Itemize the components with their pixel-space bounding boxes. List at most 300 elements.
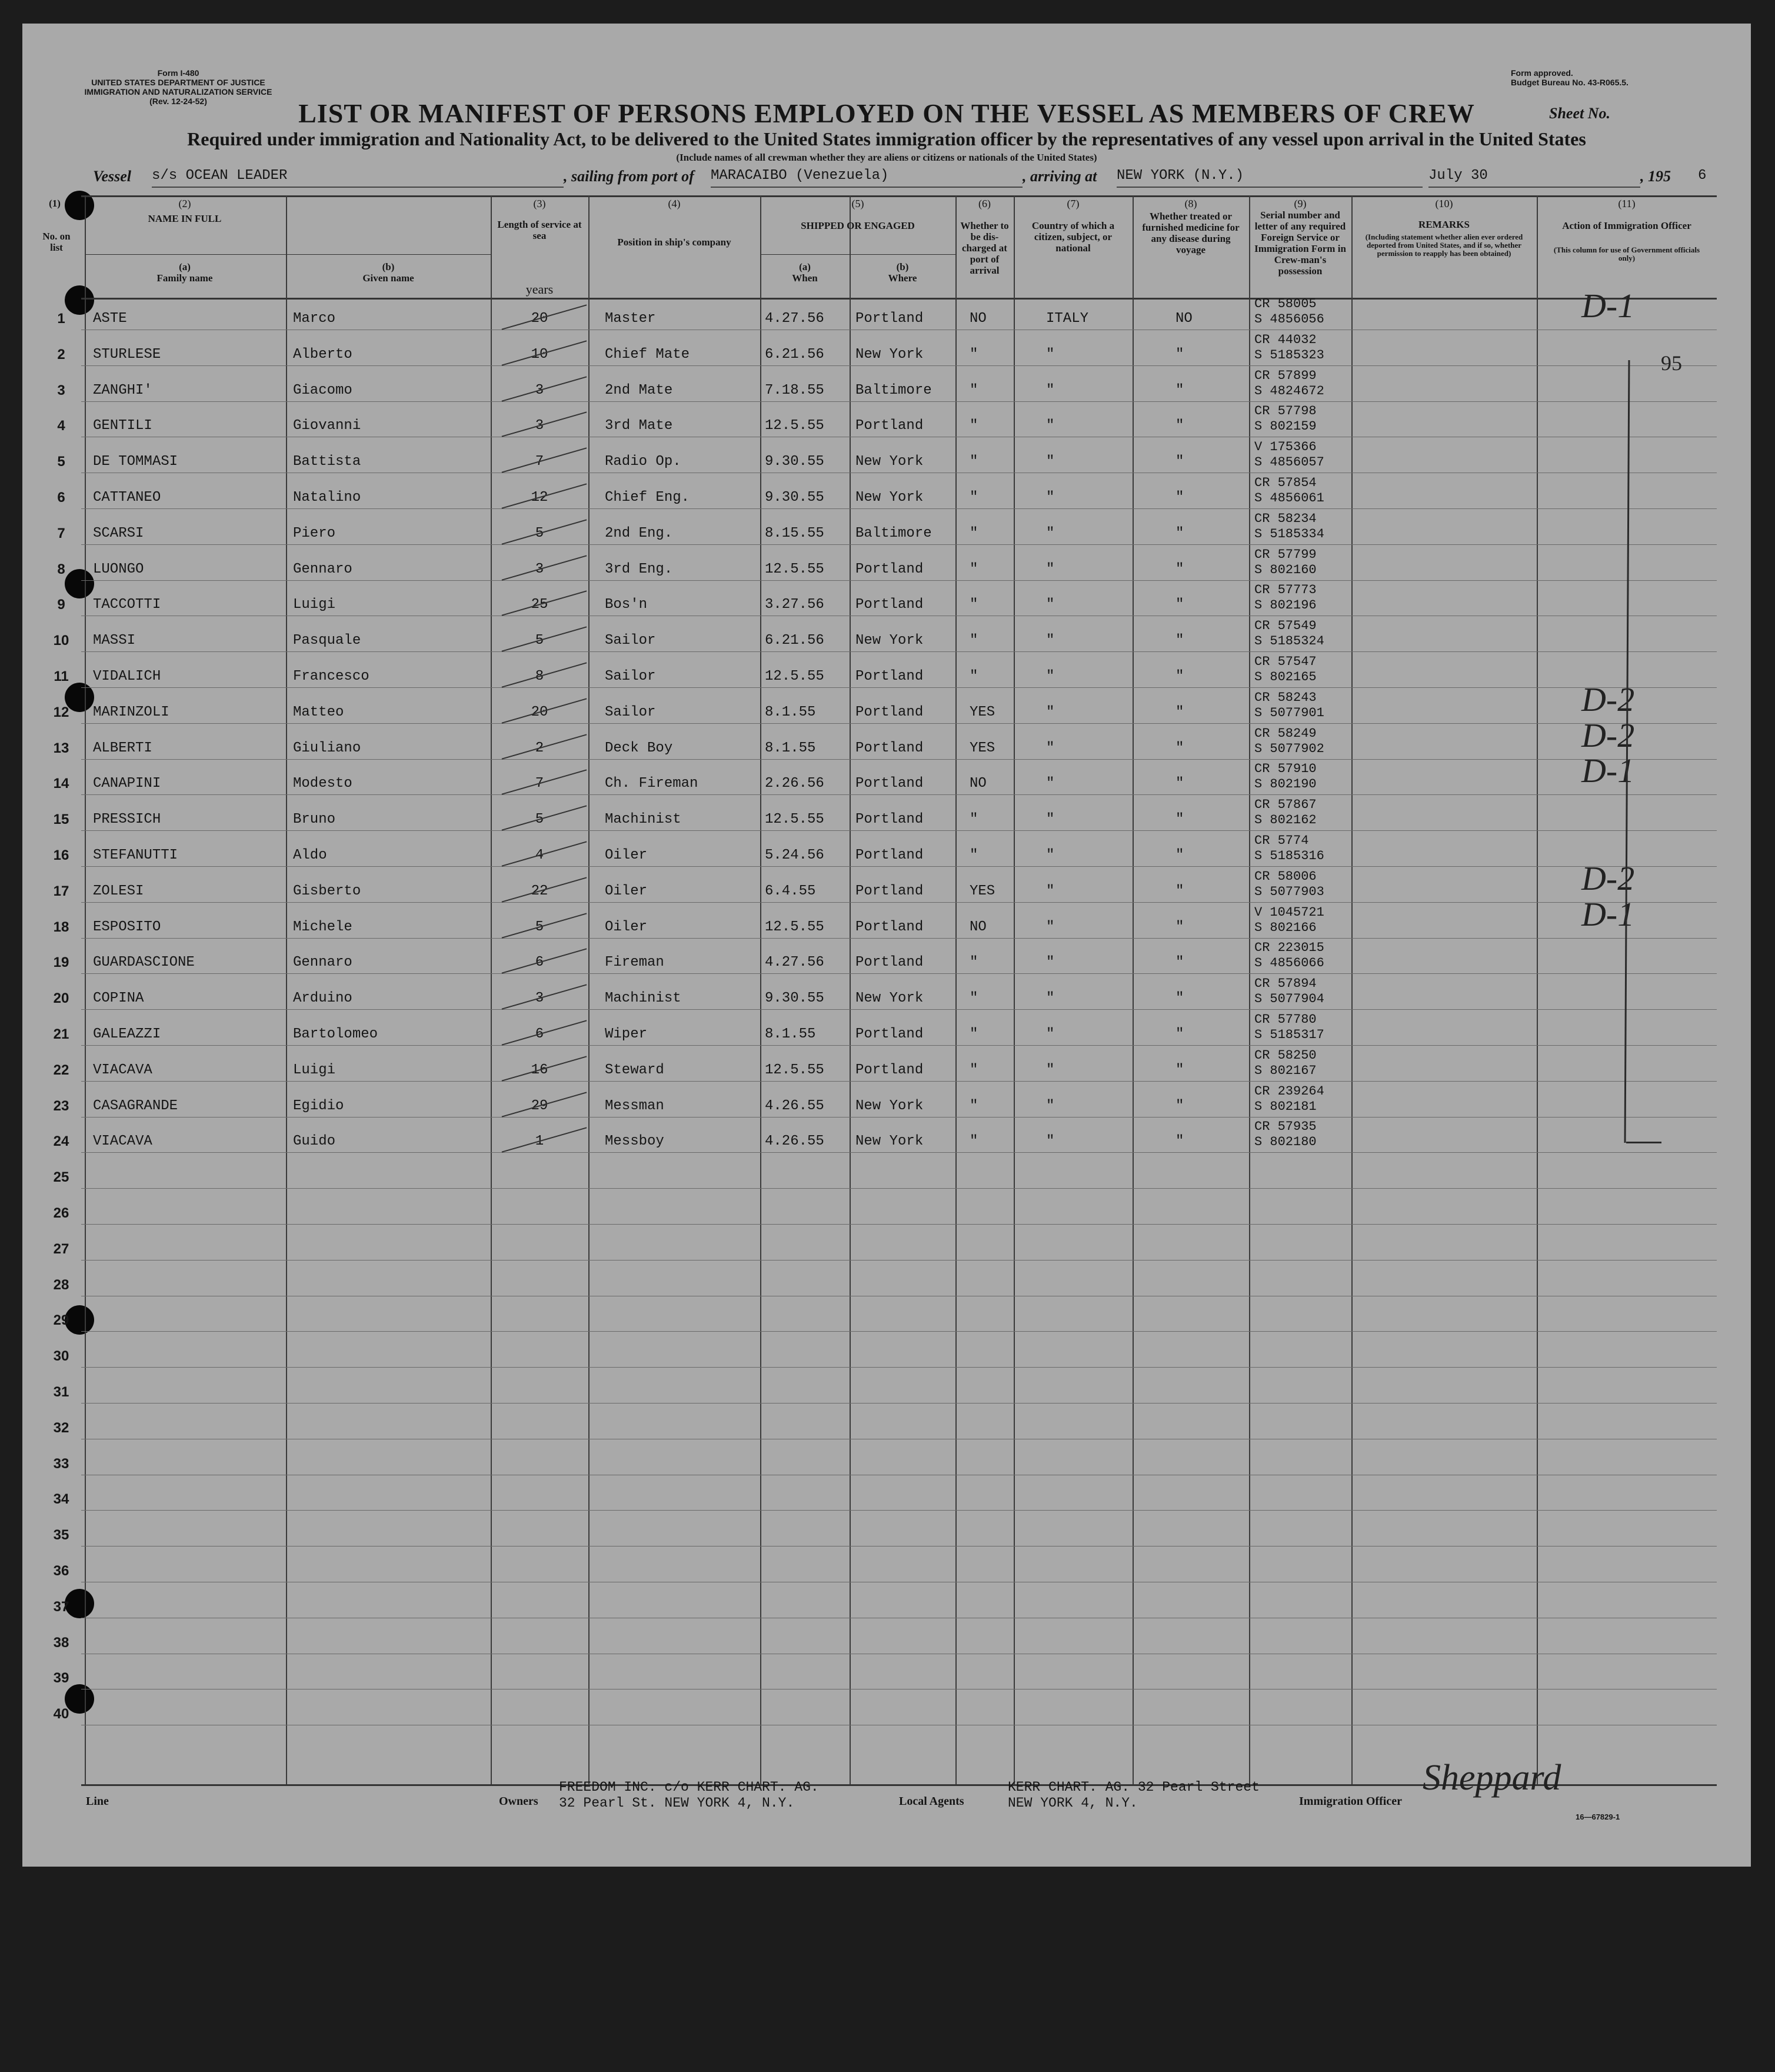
row-rule xyxy=(81,1331,1717,1332)
year-prefix: , 195 xyxy=(1640,168,1671,185)
shipped-where-cell: Portland xyxy=(855,919,924,935)
row-number: 21 xyxy=(53,1026,69,1042)
position-cell: 2nd Eng. xyxy=(605,526,673,541)
form-approval xyxy=(1511,68,1723,87)
serial-number-cell: S 5185317 xyxy=(1254,1027,1324,1042)
row-rule xyxy=(81,1009,1717,1010)
serial-number-cell: CR 57780 xyxy=(1254,1012,1317,1027)
serial-number-cell: CR 57547 xyxy=(1254,654,1317,669)
row-rule xyxy=(81,1224,1717,1225)
discharge-cell: NO xyxy=(970,776,987,791)
given-name-cell: Michele xyxy=(293,919,352,935)
col9-label: Serial number and letter of any required Foreign Service or Immigration Form in Crew-man's possession xyxy=(1254,209,1346,277)
given-name-cell: Francesco xyxy=(293,669,369,684)
row-rule xyxy=(81,1188,1717,1189)
row-number: 40 xyxy=(53,1706,69,1722)
serial-number-cell: CR 57867 xyxy=(1254,797,1317,812)
discharge-cell: " xyxy=(970,669,978,684)
row-number: 2 xyxy=(57,347,65,362)
given-name-cell: Natalino xyxy=(293,490,361,505)
row-number: 19 xyxy=(53,954,69,970)
col2-number: (2) xyxy=(178,198,191,209)
shipped-when-cell: 6.21.56 xyxy=(765,347,824,362)
shipped-where-cell: Portland xyxy=(855,1062,924,1078)
discharge-cell: NO xyxy=(970,919,987,935)
shipped-where-cell: New York xyxy=(855,347,924,362)
form-subnote: (Include names of all crewman whether they are aliens or citizens or nationals of the United States) xyxy=(676,152,1097,163)
nationality-cell: " xyxy=(1046,418,1055,434)
deportation-class-mark: D-2 xyxy=(1581,680,1635,719)
service-years-cell: 1 xyxy=(535,1133,544,1149)
discharge-cell: " xyxy=(970,1026,978,1042)
row-number: 12 xyxy=(53,704,69,720)
col5a-when-header: (a) When xyxy=(792,261,818,284)
position-cell: Oiler xyxy=(605,883,648,899)
family-name-cell: SCARSI xyxy=(93,526,144,541)
row-rule xyxy=(81,938,1717,939)
shipped-when-cell: 8.1.55 xyxy=(765,1026,816,1042)
discharge-cell: " xyxy=(970,954,978,970)
serial-number-cell: S 802180 xyxy=(1254,1135,1317,1149)
family-name-cell: CANAPINI xyxy=(93,776,161,791)
service-years-cell: 3 xyxy=(535,418,544,434)
serial-number-cell: S 802181 xyxy=(1254,1099,1317,1114)
given-name-cell: Giovanni xyxy=(293,418,361,434)
medicine-cell: " xyxy=(1175,811,1184,827)
position-cell: Bos'n xyxy=(605,597,648,613)
row-rule xyxy=(81,794,1717,795)
col6-label: Whether to be dis-charged at port of arrival xyxy=(960,220,1009,276)
position-cell: Master xyxy=(605,311,656,327)
owners-value: FREEDOM INC. c/o KERR CHART. AG. 32 Pearl St. NEW YORK 4, N.Y. xyxy=(559,1780,819,1811)
shipped-where-cell: Portland xyxy=(855,740,924,756)
shipped-when-cell: 6.4.55 xyxy=(765,883,816,899)
serial-number-cell: S 5185324 xyxy=(1254,634,1324,648)
position-cell: Messman xyxy=(605,1098,664,1114)
medicine-cell: " xyxy=(1175,1098,1184,1114)
col11-number: (11) xyxy=(1618,198,1636,209)
shipped-where-cell: New York xyxy=(855,633,924,648)
medicine-cell: " xyxy=(1175,561,1184,577)
officer-signature: Sheppard xyxy=(1423,1758,1561,1798)
medicine-cell: " xyxy=(1175,776,1184,791)
given-name-cell: Gennaro xyxy=(293,561,352,577)
shipped-where-cell: Portland xyxy=(855,704,924,720)
nationality-cell: " xyxy=(1046,1062,1055,1078)
nationality-cell: " xyxy=(1046,490,1055,505)
discharge-cell: " xyxy=(970,633,978,648)
row-number: 18 xyxy=(53,919,69,935)
family-name-cell: COPINA xyxy=(93,990,144,1006)
row-rule xyxy=(81,1510,1717,1511)
nationality-cell: " xyxy=(1046,883,1055,899)
given-name-cell: Egidio xyxy=(293,1098,344,1114)
approval-line: Form approved. xyxy=(1511,68,1573,78)
shipped-when-cell: 4.27.56 xyxy=(765,954,824,970)
given-name-cell: Bruno xyxy=(293,811,336,827)
nationality-cell: " xyxy=(1046,597,1055,613)
immigration-officer-label: Immigration Officer xyxy=(1299,1795,1402,1808)
shipped-where-cell: Portland xyxy=(855,418,924,434)
service-years-cell: 6 xyxy=(535,1026,544,1042)
col8-number: (8) xyxy=(1184,198,1197,209)
family-name-cell: DE TOMMASI xyxy=(93,454,178,470)
serial-number-cell: CR 58249 xyxy=(1254,726,1317,741)
serial-number-cell: CR 223015 xyxy=(1254,940,1324,955)
family-name-cell: ASTE xyxy=(93,311,127,327)
local-agents-label: Local Agents xyxy=(899,1795,964,1808)
serial-number-cell: CR 57799 xyxy=(1254,547,1317,562)
row-number: 33 xyxy=(53,1456,69,1472)
deportation-class-mark: D-1 xyxy=(1581,895,1635,933)
row-number: 10 xyxy=(53,633,69,648)
position-cell: Wiper xyxy=(605,1026,648,1042)
nationality-cell: " xyxy=(1046,919,1055,935)
row-number: 26 xyxy=(53,1205,69,1221)
family-name-cell: GALEAZZI xyxy=(93,1026,161,1042)
serial-number-cell: CR 57773 xyxy=(1254,583,1317,597)
position-cell: Chief Eng. xyxy=(605,490,690,505)
position-cell: Radio Op. xyxy=(605,454,681,470)
shipped-where-cell: Baltimore xyxy=(855,383,932,398)
serial-number-cell: CR 57894 xyxy=(1254,976,1317,991)
discharge-cell: NO xyxy=(970,311,987,327)
position-cell: 2nd Mate xyxy=(605,383,673,398)
local-agents-value: KERR CHART. AG. 32 Pearl Street NEW YORK 4, N.Y. xyxy=(1008,1780,1260,1811)
discharge-cell: " xyxy=(970,1062,978,1078)
department-name: UNITED STATES DEPARTMENT OF JUSTICE xyxy=(91,78,265,87)
shipped-when-cell: 12.5.55 xyxy=(765,919,824,935)
row-number: 16 xyxy=(53,847,69,863)
vessel-name-field: s/s OCEAN LEADER xyxy=(152,168,564,188)
position-cell: Ch. Fireman xyxy=(605,776,698,791)
position-cell: Machinist xyxy=(605,990,681,1006)
row-rule xyxy=(81,365,1717,366)
family-name-cell: ZOLESI xyxy=(93,883,144,899)
serial-number-cell: CR 58250 xyxy=(1254,1048,1317,1063)
discharge-cell: YES xyxy=(970,740,995,756)
given-name-cell: Modesto xyxy=(293,776,352,791)
col5-label: SHIPPED OR ENGAGED xyxy=(801,220,915,231)
col9-number: (9) xyxy=(1294,198,1307,209)
medicine-cell: " xyxy=(1175,490,1184,505)
given-name-cell: Giuliano xyxy=(293,740,361,756)
serial-number-cell: S 5185334 xyxy=(1254,527,1324,541)
serial-number-cell: CR 58234 xyxy=(1254,511,1317,526)
serial-number-cell: S 5077902 xyxy=(1254,741,1324,756)
col10-label: REMARKS xyxy=(1418,219,1470,230)
medicine-cell: " xyxy=(1175,919,1184,935)
medicine-cell: " xyxy=(1175,740,1184,756)
col3-number: (3) xyxy=(533,198,546,209)
row-rule xyxy=(81,580,1717,581)
medicine-cell: NO xyxy=(1175,311,1193,327)
shipped-when-cell: 7.18.55 xyxy=(765,383,824,398)
row-rule xyxy=(81,508,1717,509)
serial-number-cell: CR 57798 xyxy=(1254,404,1317,418)
shipped-where-cell: Portland xyxy=(855,954,924,970)
shipped-when-cell: 6.21.56 xyxy=(765,633,824,648)
service-years-cell: 12 xyxy=(531,490,548,505)
row-number: 22 xyxy=(53,1062,69,1078)
nationality-cell: " xyxy=(1046,383,1055,398)
row-rule xyxy=(81,973,1717,974)
serial-number-cell: CR 57935 xyxy=(1254,1119,1317,1134)
col7-label: Country of which a citizen, subject, or national xyxy=(1031,220,1115,254)
family-name-cell: GUARDASCIONE xyxy=(93,954,195,970)
discharge-cell: " xyxy=(970,597,978,613)
nationality-cell: " xyxy=(1046,847,1055,863)
shipped-where-cell: New York xyxy=(855,1098,924,1114)
discharge-cell: " xyxy=(970,490,978,505)
row-number: 6 xyxy=(57,490,65,505)
vessel-label: Vessel xyxy=(93,168,131,185)
col10-number: (10) xyxy=(1435,198,1453,209)
discharge-cell: " xyxy=(970,561,978,577)
table-top-border xyxy=(81,195,1717,197)
row-rule xyxy=(81,651,1717,652)
medicine-cell: " xyxy=(1175,383,1184,398)
position-cell: Chief Mate xyxy=(605,347,690,362)
shipped-when-cell: 4.26.55 xyxy=(765,1133,824,1149)
position-cell: Deck Boy xyxy=(605,740,673,756)
family-name-cell: STEFANUTTI xyxy=(93,847,178,863)
row-number: 20 xyxy=(53,990,69,1006)
col2a-family-header: (a) Family name xyxy=(156,261,213,284)
discharge-cell: " xyxy=(970,811,978,827)
service-years-cell: 10 xyxy=(531,347,548,362)
shipped-where-cell: Portland xyxy=(855,561,924,577)
serial-number-cell: S 5185316 xyxy=(1254,849,1324,863)
position-cell: Sailor xyxy=(605,633,656,648)
given-name-cell: Battista xyxy=(293,454,361,470)
shipped-when-cell: 12.5.55 xyxy=(765,1062,824,1078)
given-name-cell: Aldo xyxy=(293,847,327,863)
row-rule xyxy=(81,1152,1717,1153)
service-years-cell: 22 xyxy=(531,883,548,899)
nationality-cell: " xyxy=(1046,954,1055,970)
family-name-cell: LUONGO xyxy=(93,561,144,577)
serial-number-cell: CR 5774 xyxy=(1254,833,1309,848)
row-number: 37 xyxy=(53,1599,69,1615)
row-rule xyxy=(81,687,1717,688)
row-number: 13 xyxy=(53,740,69,756)
medicine-cell: " xyxy=(1175,704,1184,720)
nationality-cell: " xyxy=(1046,1098,1055,1114)
row-rule xyxy=(81,759,1717,760)
shipped-when-cell: 8.1.55 xyxy=(765,704,816,720)
serial-number-cell: CR 58005 xyxy=(1254,297,1317,311)
nationality-cell: " xyxy=(1046,561,1055,577)
col3-label: Length of service at sea xyxy=(497,219,582,241)
discharge-cell: " xyxy=(970,990,978,1006)
sailing-from-label: , sailing from port of xyxy=(564,168,694,185)
service-years-cell: 5 xyxy=(535,811,544,827)
medicine-cell: " xyxy=(1175,454,1184,470)
position-cell: Steward xyxy=(605,1062,664,1078)
budget-bureau-line: Budget Bureau No. 43-R065.5. xyxy=(1511,78,1629,87)
service-years-cell: 4 xyxy=(535,847,544,863)
col2-label: NAME IN FULL xyxy=(148,213,222,224)
serial-number-cell: S 802165 xyxy=(1254,670,1317,684)
page-number-annotation: 95 xyxy=(1661,351,1682,375)
row-number: 34 xyxy=(53,1491,69,1507)
given-name-cell: Matteo xyxy=(293,704,344,720)
serial-number-cell: CR 57910 xyxy=(1254,761,1317,776)
col1-number: (1) xyxy=(49,198,61,209)
family-name-cell: VIACAVA xyxy=(93,1133,152,1149)
medicine-cell: " xyxy=(1175,883,1184,899)
row-number: 8 xyxy=(57,561,65,577)
shipped-when-cell: 12.5.55 xyxy=(765,561,824,577)
row-number: 11 xyxy=(54,669,69,684)
medicine-cell: " xyxy=(1175,418,1184,434)
nationality-cell: " xyxy=(1046,633,1055,648)
medicine-cell: " xyxy=(1175,1133,1184,1149)
discharge-cell: " xyxy=(970,1098,978,1114)
nationality-cell: " xyxy=(1046,669,1055,684)
serial-number-cell: S 4856056 xyxy=(1254,312,1324,327)
position-cell: Oiler xyxy=(605,919,648,935)
serial-number-cell: S 802167 xyxy=(1254,1063,1317,1078)
shipped-when-cell: 3.27.56 xyxy=(765,597,824,613)
nationality-cell: ITALY xyxy=(1046,311,1089,327)
row-rule xyxy=(81,1367,1717,1368)
shipped-where-cell: Portland xyxy=(855,883,924,899)
row-rule xyxy=(81,1117,1717,1118)
serial-number-cell: S 5185323 xyxy=(1254,348,1324,362)
medicine-cell: " xyxy=(1175,847,1184,863)
discharge-cell: " xyxy=(970,454,978,470)
shipped-when-cell: 12.5.55 xyxy=(765,669,824,684)
deportation-class-mark: D-1 xyxy=(1581,751,1635,790)
shipped-when-cell: 4.27.56 xyxy=(765,311,824,327)
shipped-where-cell: New York xyxy=(855,490,924,505)
discharge-cell: YES xyxy=(970,704,995,720)
nationality-cell: " xyxy=(1046,990,1055,1006)
position-cell: Messboy xyxy=(605,1133,664,1149)
shipped-where-cell: Portland xyxy=(855,311,924,327)
serial-number-cell: CR 57899 xyxy=(1254,368,1317,383)
serial-number-cell: S 4824672 xyxy=(1254,384,1324,398)
shipped-where-cell: Portland xyxy=(855,776,924,791)
shipped-where-cell: Portland xyxy=(855,1026,924,1042)
serial-number-cell: S 802159 xyxy=(1254,419,1317,434)
col4-label: Position in ship's company xyxy=(617,237,731,248)
row-number: 38 xyxy=(53,1635,69,1651)
service-years-cell: 7 xyxy=(535,454,544,470)
shipped-where-cell: Portland xyxy=(855,669,924,684)
row-number: 14 xyxy=(53,776,69,791)
given-name-cell: Arduino xyxy=(293,990,352,1006)
serial-number-cell: S 802160 xyxy=(1254,563,1317,577)
row-number: 4 xyxy=(57,418,65,434)
position-cell: Oiler xyxy=(605,847,648,863)
serial-number-cell: S 802190 xyxy=(1254,777,1317,791)
service-years-cell: 5 xyxy=(535,526,544,541)
form-code: 16—67829-1 xyxy=(1576,1812,1620,1821)
row-number: 32 xyxy=(53,1420,69,1436)
shipped-when-cell: 2.26.56 xyxy=(765,776,824,791)
nationality-cell: " xyxy=(1046,704,1055,720)
row-rule xyxy=(81,401,1717,402)
row-number: 25 xyxy=(53,1169,69,1185)
serial-number-cell: CR 58006 xyxy=(1254,869,1317,884)
given-name-cell: Alberto xyxy=(293,347,352,362)
row-number: 28 xyxy=(53,1277,69,1293)
manifest-sheet xyxy=(22,24,1751,1867)
shipped-where-cell: Portland xyxy=(855,811,924,827)
service-years-cell: 8 xyxy=(535,669,544,684)
given-name-cell: Bartolomeo xyxy=(293,1026,378,1042)
service-years-cell: 2 xyxy=(535,740,544,756)
row-number: 17 xyxy=(53,883,69,899)
form-title: LIST OR MANIFEST OF PERSONS EMPLOYED ON THE VESSEL AS MEMBERS OF CREW xyxy=(298,98,1475,128)
row-number: 23 xyxy=(53,1098,69,1114)
position-cell: Fireman xyxy=(605,954,664,970)
row-number: 3 xyxy=(57,383,65,398)
arrival-date-field: July 30 xyxy=(1428,168,1640,188)
col11-label: Action of Immigration Officer xyxy=(1562,220,1691,231)
service-name: IMMIGRATION AND NATURALIZATION SERVICE xyxy=(84,87,272,97)
col2b-given-header: (b) Given name xyxy=(362,261,414,284)
row-rule xyxy=(81,866,1717,867)
row-number: 9 xyxy=(57,597,65,613)
col10-note: (Including statement whether alien ever ordered deported from United States, and if so, whether permission to reapply has been obtained) xyxy=(1365,232,1523,258)
shipped-where-cell: Portland xyxy=(855,847,924,863)
service-years-cell: 20 xyxy=(531,704,548,720)
row-number: 30 xyxy=(53,1348,69,1364)
discharge-cell: " xyxy=(970,418,978,434)
family-name-cell: VIACAVA xyxy=(93,1062,152,1078)
position-cell: 3rd Mate xyxy=(605,418,673,434)
name-subheader-line xyxy=(85,254,491,255)
serial-number-cell: S 4856061 xyxy=(1254,491,1324,505)
nationality-cell: " xyxy=(1046,526,1055,541)
col4-number: (4) xyxy=(668,198,681,209)
shipped-when-cell: 9.30.55 xyxy=(765,490,824,505)
medicine-cell: " xyxy=(1175,954,1184,970)
shipped-where-cell: Portland xyxy=(855,597,924,613)
arriving-at-field: NEW YORK (N.Y.) xyxy=(1117,168,1423,188)
serial-number-cell: S 5077903 xyxy=(1254,884,1324,899)
col7-number: (7) xyxy=(1067,198,1080,209)
col1-label: No. on list xyxy=(42,231,71,253)
discharge-cell: " xyxy=(970,1133,978,1149)
shipped-where-cell: New York xyxy=(855,990,924,1006)
serial-number-cell: S 802162 xyxy=(1254,813,1317,827)
row-rule xyxy=(81,902,1717,903)
position-cell: Sailor xyxy=(605,704,656,720)
family-name-cell: ZANGHI' xyxy=(93,383,152,398)
discharge-cell: YES xyxy=(970,883,995,899)
family-name-cell: PRESSICH xyxy=(93,811,161,827)
family-name-cell: STURLESE xyxy=(93,347,161,362)
service-years-cell: 6 xyxy=(535,954,544,970)
family-name-cell: GENTILI xyxy=(93,418,152,434)
sailing-from-field: MARACAIBO (Venezuela) xyxy=(711,168,1023,188)
shipped-where-cell: New York xyxy=(855,1133,924,1149)
arriving-at-label: , arriving at xyxy=(1023,168,1097,185)
given-name-cell: Gennaro xyxy=(293,954,352,970)
serial-number-cell: V 175366 xyxy=(1254,440,1317,454)
row-number: 29 xyxy=(53,1312,69,1328)
shipped-subheader-line xyxy=(760,254,955,255)
col3-unit: years xyxy=(525,282,554,297)
col5-number: (5) xyxy=(851,198,864,209)
service-years-cell: 25 xyxy=(531,597,548,613)
shipped-when-cell: 9.30.55 xyxy=(765,990,824,1006)
